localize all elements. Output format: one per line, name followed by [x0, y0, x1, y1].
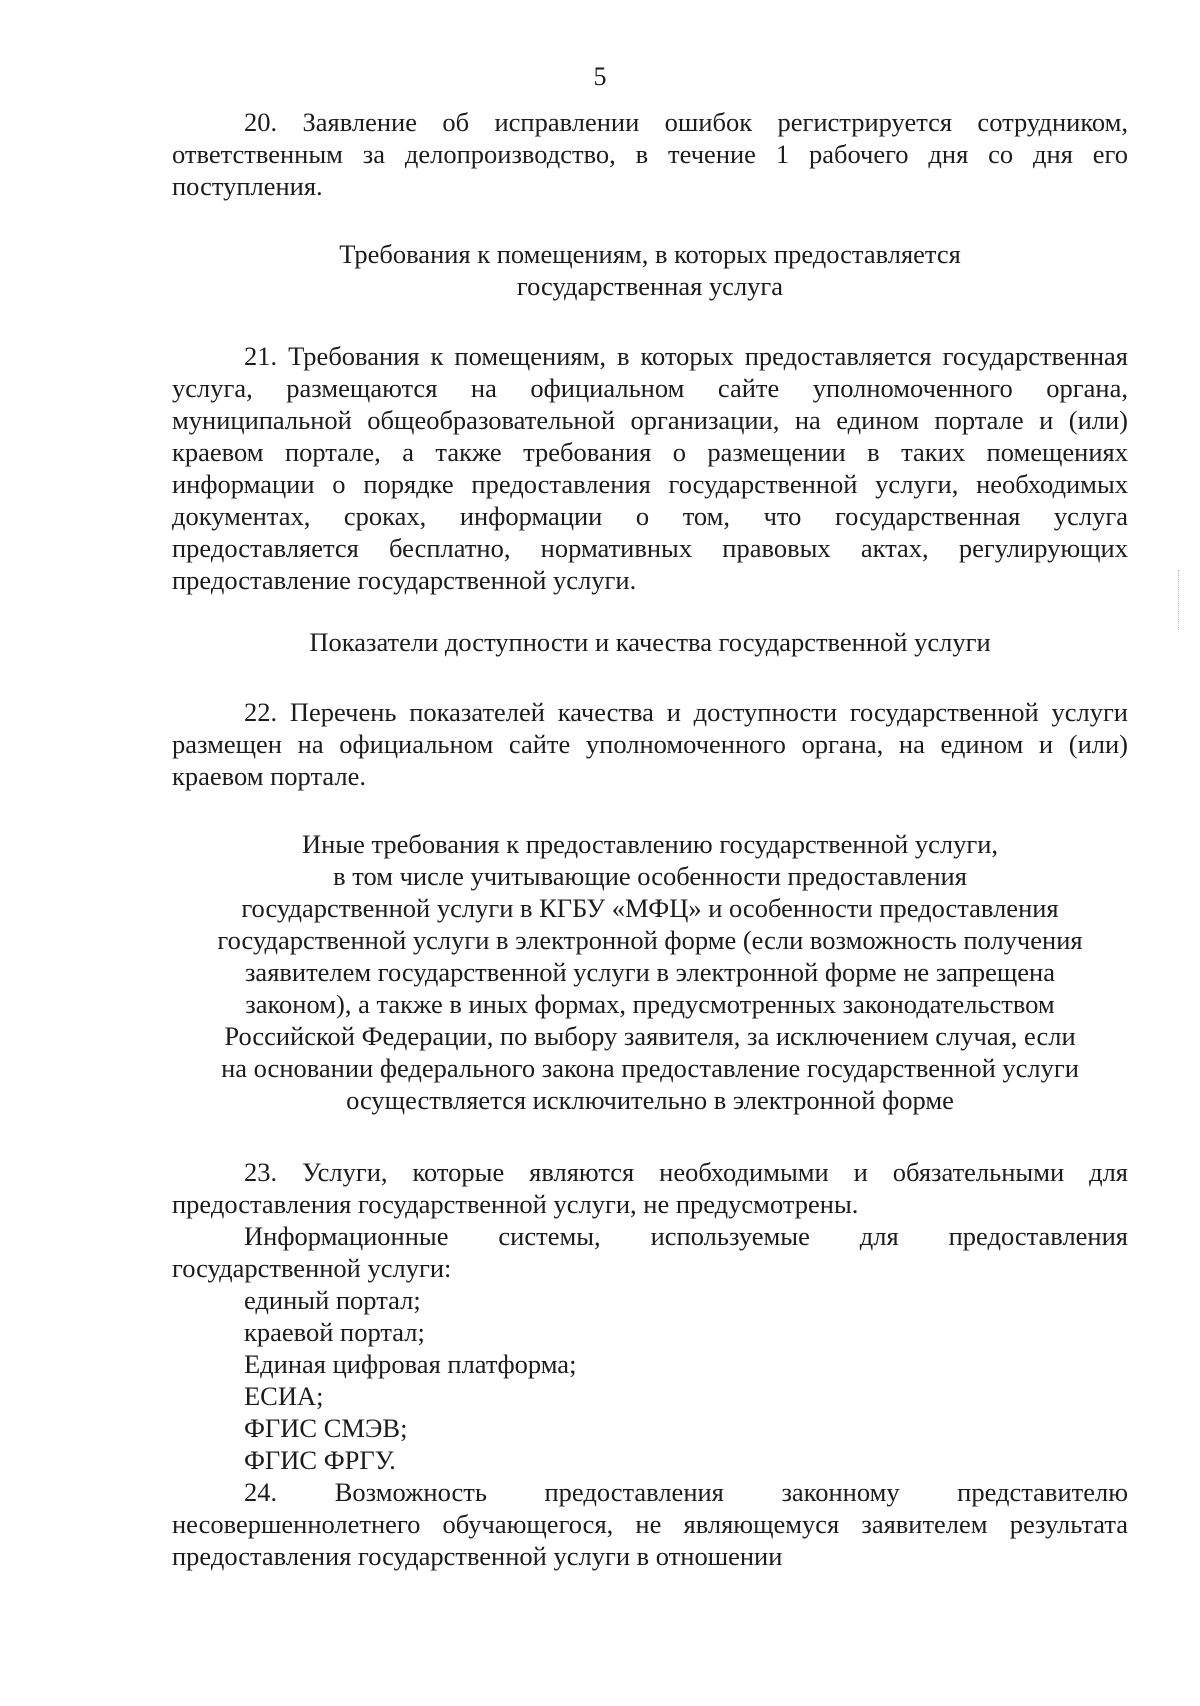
heading-line: законом), а также в иных формах, предусмотренных законодательством: [245, 989, 1055, 1019]
paragraph-23: 23. Услуги, которые являются необходимыми и обязательными для предоставления государственной услуги, не предусмотрены.: [172, 1157, 1128, 1219]
paragraph-24: 24. Возможность предоставления законному представителю несовершеннолетнего обучающегося, не являющемуся заявителем результата предоставления государственной услуги в отношении: [172, 1477, 1128, 1571]
list-item: краевой портал;: [244, 1317, 425, 1347]
heading-premises-requirements: [172, 238, 1128, 302]
document-body: [172, 106, 1128, 1572]
info-systems-list: [172, 1284, 1128, 1476]
paragraph-21: 21. Требования к помещениям, в которых предоставляется государственная услуга, размещаются на официальном сайте уполномоченного органа, муниципальной общеобразовательной организации, на едином портале и (или) краевом портале, а также требования о размещении в таких помещениях информации о порядке предоставления государственной услуги, необходимых документах, сроках, информации о том, что государственная услуга предоставляется бесплатно, нормативных правовых актах, регулирующих предоставление государственной услуги.: [172, 341, 1128, 595]
heading-line: осуществляется исключительно в электронной форме: [346, 1085, 954, 1115]
page-number: 5: [593, 62, 607, 91]
heading-line: Иные требования к предоставлению государственной услуги,: [301, 829, 998, 859]
heading-line: заявителем государственной услуги в электронной форме не запрещена: [244, 957, 1056, 987]
scan-margin-marks: [1178, 570, 1181, 630]
list-item: Единая цифровая платформа;: [244, 1349, 577, 1379]
list-item: единый портал;: [244, 1285, 421, 1315]
info-systems-intro: Информационные системы, используемые для предоставления государственной услуги:: [172, 1221, 1128, 1283]
heading-other-requirements: [172, 828, 1128, 1116]
heading-line: Требования к помещениям, в которых предоставляется: [339, 239, 961, 269]
paragraph-20: 20. Заявление об исправлении ошибок регистрируется сотрудником, ответственным за делопроизводство, в течение 1 рабочего дня со дня его поступления.: [172, 107, 1128, 201]
heading-line: государственная услуга: [516, 271, 784, 301]
heading-line: на основании федерального закона предоставление государственной услуги: [221, 1053, 1079, 1083]
heading-line: государственной услуги в электронной форме (если возможность получения: [217, 925, 1083, 955]
paragraph-22: 22. Перечень показателей качества и доступности государственной услуги размещен на официальном сайте уполномоченного органа, на едином и (или) краевом портале.: [172, 697, 1128, 791]
list-item: ЕСИА;: [244, 1381, 324, 1411]
list-item: ФГИС СМЭВ;: [244, 1413, 408, 1443]
heading-line: Российской Федерации, по выбору заявителя, за исключением случая, если: [224, 1021, 1076, 1051]
list-item: ФГИС ФРГУ.: [244, 1445, 396, 1475]
heading-line: государственной услуги в КГБУ «МФЦ» и особенности предоставления: [241, 893, 1059, 923]
heading-line: в том числе учитывающие особенности предоставления: [333, 861, 967, 891]
heading-availability-indicators: Показатели доступности и качества государственной услуги: [309, 627, 991, 657]
